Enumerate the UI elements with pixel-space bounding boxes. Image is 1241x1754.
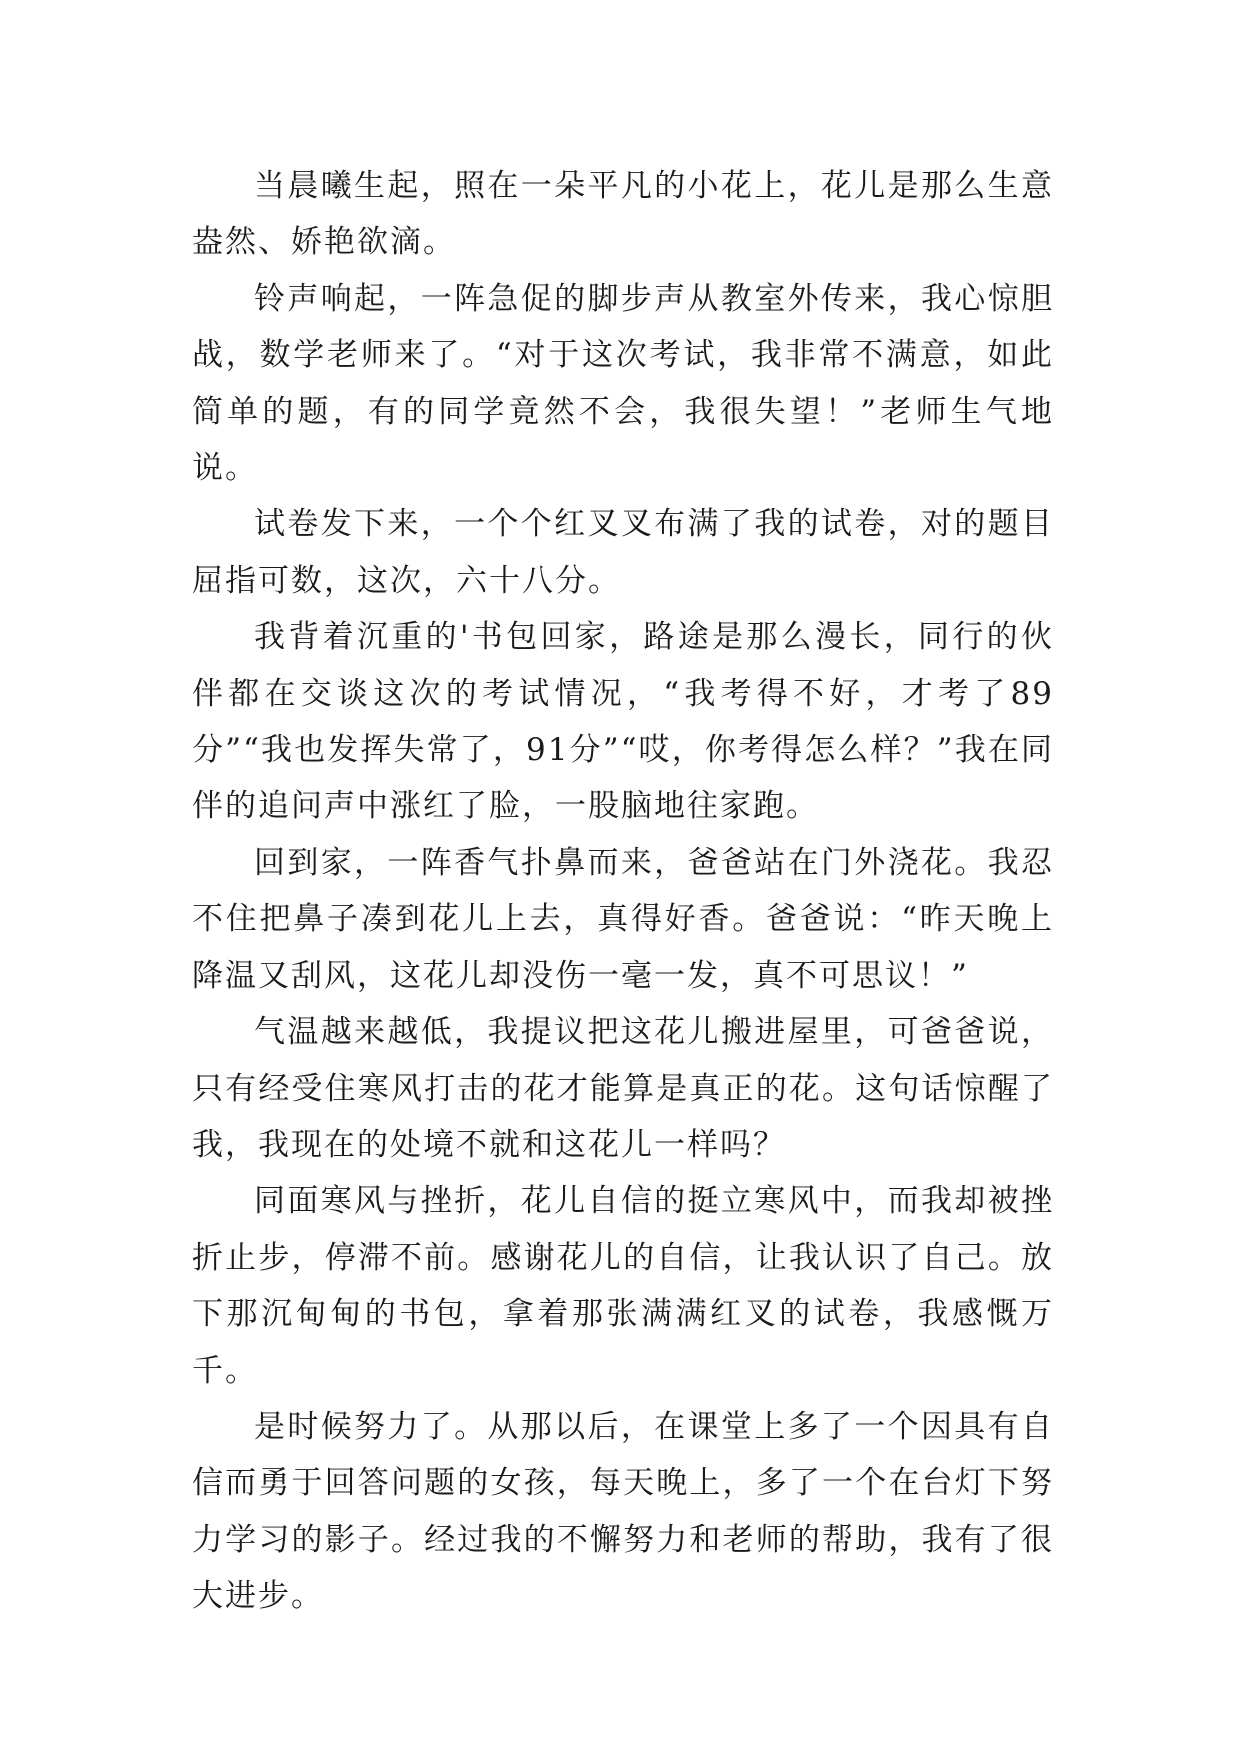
paragraph-2: 铃声响起，一阵急促的脚步声从教室外传来，我心惊胆战，数学老师来了。“对于这次考试，我非常不满意，如此简单的题，有的同学竟然不会，我很失望！”老师生气地说。 <box>192 280 1054 487</box>
paragraph-1: 当晨曦生起，照在一朵平凡的小花上，花儿是那么生意盎然、娇艳欲滴。 <box>192 168 1054 261</box>
paragraph-5: 回到家，一阵香气扑鼻而来，爸爸站在门外浇花。我忍不住把鼻子凑到花儿上去，真得好香。爸爸说：“昨天晚上降温又刮风，这花儿却没伤一毫一发，真不可思议！” <box>192 844 1054 994</box>
paragraph-4: 我背着沉重的'书包回家，路途是那么漫长，同行的伙伴都在交谈这次的考试情况，“我考得不好，才考了89分”“我也发挥失常了，91分”“哎，你考得怎么样？”我在同伴的追问声中涨红了脸，一股脑地往家跑。 <box>192 619 1054 825</box>
paragraph-8: 是时候努力了。从那以后，在课堂上多了一个因具有自信而勇于回答问题的女孩，每天晚上，多了一个在台灯下努力学习的影子。经过我的不懈努力和老师的帮助，我有了很大进步。 <box>192 1408 1054 1615</box>
document-body <box>192 158 1054 1625</box>
paragraph-7: 同面寒风与挫折，花儿自信的挺立寒风中，而我却被挫折止步，停滞不前。感谢花儿的自信，让我认识了自己。放下那沉甸甸的书包，拿着那张满满红叉的试卷，我感慨万千。 <box>192 1183 1054 1389</box>
paragraph-3: 试卷发下来，一个个红叉叉布满了我的试卷，对的题目屈指可数，这次，六十八分。 <box>192 506 1054 599</box>
paragraph-6: 气温越来越低，我提议把这花儿搬进屋里，可爸爸说，只有经受住寒风打击的花才能算是真正的花。这句话惊醒了我，我现在的处境不就和这花儿一样吗？ <box>192 1014 1054 1163</box>
